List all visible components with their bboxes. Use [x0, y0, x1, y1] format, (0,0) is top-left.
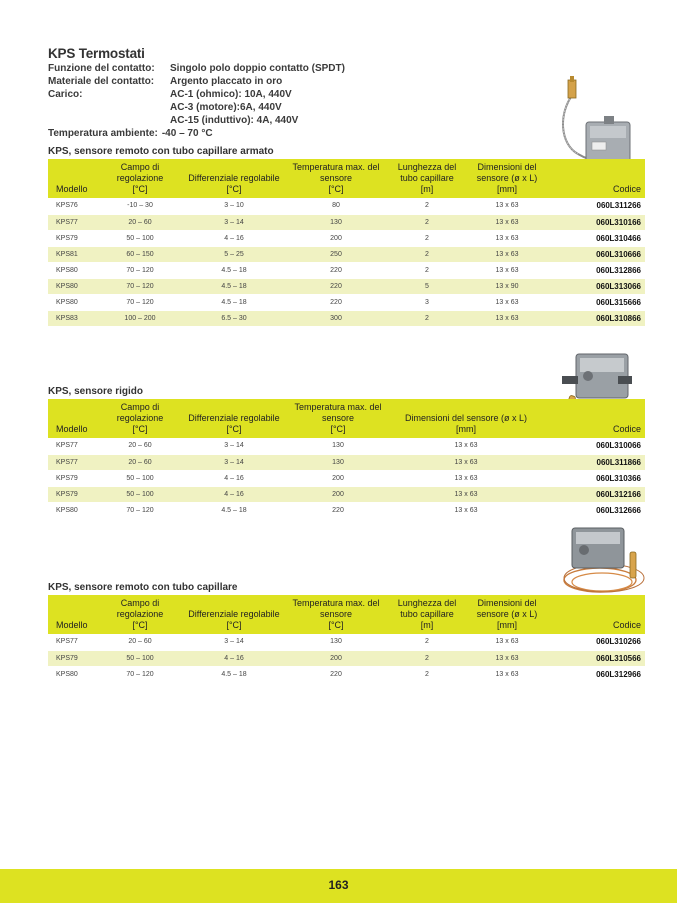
code-cell: 060L310066 [542, 438, 645, 454]
table-rigid-sensor [48, 399, 645, 519]
table-cell: KPS77 [48, 214, 98, 230]
table-cell: -10 – 30 [98, 198, 182, 214]
table-cell: 130 [286, 438, 390, 454]
table-row [48, 470, 645, 486]
table-cell: 70 – 120 [98, 666, 182, 682]
table-cell: 50 – 100 [98, 650, 182, 666]
code-cell: 060L310666 [546, 246, 645, 262]
table-cell: 13 x 63 [390, 438, 542, 454]
table-cell: 300 [286, 310, 386, 326]
table-row [48, 214, 645, 230]
page-number: 163 [328, 878, 349, 892]
table-row [48, 666, 645, 682]
table-cell: 220 [286, 666, 386, 682]
table-cell: 13 x 63 [390, 486, 542, 502]
table-cell: 70 – 120 [98, 502, 182, 518]
table-cell: 100 – 200 [98, 310, 182, 326]
code-cell: 060L310166 [546, 214, 645, 230]
table-cell: 5 – 25 [182, 246, 286, 262]
table-cell: 13 x 90 [468, 278, 546, 294]
thermostat-capillary-image [560, 522, 650, 598]
table-cell: 13 x 63 [390, 470, 542, 486]
table-cell: KPS79 [48, 650, 98, 666]
table-cell: KPS79 [48, 230, 98, 246]
code-cell: 060L310366 [542, 470, 645, 486]
table-cell: 3 – 14 [182, 214, 286, 230]
table-cell: 13 x 63 [468, 294, 546, 310]
table-row [48, 650, 645, 666]
table-cell: 13 x 63 [468, 634, 546, 650]
column-header: Temperatura max. del sensore [°C] [286, 159, 386, 198]
table-cell: 5 [386, 278, 468, 294]
table-cell: 2 [386, 634, 468, 650]
table-cell: 4 – 16 [182, 486, 286, 502]
spec-row [48, 127, 213, 140]
table-cell: KPS80 [48, 294, 98, 310]
table-cell: 20 – 60 [98, 634, 182, 650]
table-row [48, 634, 645, 650]
column-header: Modello [48, 595, 98, 634]
table-cell: 3 – 10 [182, 198, 286, 214]
spec-row [48, 62, 345, 75]
table-cell: 70 – 120 [98, 262, 182, 278]
page-title: KPS Termostati [48, 46, 145, 61]
table-row [48, 278, 645, 294]
table-cell: 13 x 63 [468, 262, 546, 278]
table-cell: 2 [386, 230, 468, 246]
table-cell: KPS80 [48, 278, 98, 294]
spec-row [48, 75, 282, 88]
table-cell: 4.5 – 18 [182, 294, 286, 310]
code-cell: 060L310566 [546, 650, 645, 666]
spec-label: Materiale del contatto: [48, 76, 155, 87]
table-cell: 70 – 120 [98, 278, 182, 294]
code-cell: 060L311266 [546, 198, 645, 214]
column-header: Campo di regolazione [°C] [98, 595, 182, 634]
table-cell: 13 x 63 [468, 230, 546, 246]
spec-row [48, 114, 298, 127]
table-cell: KPS77 [48, 438, 98, 454]
spec-label: Funzione del contatto: [48, 63, 155, 74]
table-cell: 50 – 100 [98, 486, 182, 502]
code-cell: 060L312166 [542, 486, 645, 502]
column-header: Dimensioni del sensore (ø x L) [mm] [468, 159, 546, 198]
table-cell: KPS77 [48, 634, 98, 650]
table-cell: 4 – 16 [182, 470, 286, 486]
table-cell: KPS79 [48, 470, 98, 486]
table-cell: 2 [386, 246, 468, 262]
section-title-rigid-sensor: KPS, sensore rigido [48, 386, 144, 397]
code-cell: 060L310266 [546, 634, 645, 650]
table-cell: 80 [286, 198, 386, 214]
table-cell: 4.5 – 18 [182, 278, 286, 294]
table-cell: 4 – 16 [182, 650, 286, 666]
table-cell: 20 – 60 [98, 214, 182, 230]
table-cell: 200 [286, 650, 386, 666]
table-cell: 220 [286, 502, 390, 518]
table-cell: 2 [386, 310, 468, 326]
code-cell: 060L312666 [542, 502, 645, 518]
table-cell: 3 – 14 [182, 454, 286, 470]
table-cell: 2 [386, 650, 468, 666]
table-cell: KPS80 [48, 666, 98, 682]
column-header: Campo di regolazione [°C] [98, 159, 182, 198]
spec-value: Argento placcato in oro [170, 76, 283, 87]
table-row [48, 454, 645, 470]
code-cell: 060L312966 [546, 666, 645, 682]
table-row [48, 310, 645, 326]
table-capillary [48, 595, 645, 683]
column-header: Differenziale regolabile [°C] [182, 595, 286, 634]
table-cell: 3 – 14 [182, 438, 286, 454]
table-cell: 13 x 63 [390, 454, 542, 470]
column-header: Modello [48, 399, 98, 438]
table-cell: 130 [286, 214, 386, 230]
code-cell: 060L311866 [542, 454, 645, 470]
column-header: Dimensioni del sensore (ø x L) [mm] [468, 595, 546, 634]
table-cell: KPS80 [48, 502, 98, 518]
table-cell: 4.5 – 18 [182, 262, 286, 278]
column-header: Differenziale regolabile [°C] [182, 159, 286, 198]
column-header: Codice [546, 159, 645, 198]
spec-label: Carico: [48, 89, 83, 100]
column-header: Differenziale regolabile [°C] [182, 399, 286, 438]
table-row [48, 294, 645, 310]
table-cell: 2 [386, 262, 468, 278]
code-cell: 060L310866 [546, 310, 645, 326]
table-cell: 220 [286, 278, 386, 294]
column-header: Dimensioni del sensore (ø x L) [mm] [390, 399, 542, 438]
table-cell: 250 [286, 246, 386, 262]
table-cell: 6.5 – 30 [182, 310, 286, 326]
table-cell: KPS83 [48, 310, 98, 326]
table-cell: 3 [386, 294, 468, 310]
table-row [48, 246, 645, 262]
table-cell: 13 x 63 [468, 666, 546, 682]
table-row [48, 486, 645, 502]
table-row [48, 230, 645, 246]
column-header: Codice [542, 399, 645, 438]
table-cell: 130 [286, 634, 386, 650]
spec-row [48, 101, 282, 114]
table-cell: 70 – 120 [98, 294, 182, 310]
spec-label: Temperatura ambiente: [48, 128, 158, 139]
column-header: Campo di regolazione [°C] [98, 399, 182, 438]
spec-row [48, 88, 292, 101]
table-cell: 200 [286, 470, 390, 486]
spec-value: -40 – 70 °C [161, 128, 213, 139]
table-cell: KPS81 [48, 246, 98, 262]
table-cell: 20 – 60 [98, 438, 182, 454]
table-cell: 13 x 63 [468, 198, 546, 214]
table-cell: 20 – 60 [98, 454, 182, 470]
column-header: Modello [48, 159, 98, 198]
code-cell: 060L315666 [546, 294, 645, 310]
table-cell: KPS80 [48, 262, 98, 278]
table-cell: 50 – 100 [98, 470, 182, 486]
spec-value: AC-1 (ohmico): 10A, 440V [170, 89, 292, 100]
table-cell: KPS76 [48, 198, 98, 214]
spec-value: AC-3 (motore):6A, 440V [170, 102, 282, 113]
table-row [48, 262, 645, 278]
spec-value: Singolo polo doppio contatto (SPDT) [170, 63, 345, 74]
table-cell: 2 [386, 198, 468, 214]
table-armored-capillary [48, 159, 645, 327]
table-row [48, 198, 645, 214]
spec-value: AC-15 (induttivo): 4A, 440V [170, 115, 299, 126]
section-title-armored-capillary: KPS, sensore remoto con tubo capillare armato [48, 146, 274, 157]
table-cell: KPS77 [48, 454, 98, 470]
table-cell: 13 x 63 [390, 502, 542, 518]
code-cell: 060L310466 [546, 230, 645, 246]
table-cell: 2 [386, 666, 468, 682]
column-header: Temperatura max. del sensore [°C] [286, 595, 386, 634]
column-header: Lunghezza del tubo capillare [m] [386, 159, 468, 198]
table-cell: 220 [286, 294, 386, 310]
table-cell: 4.5 – 18 [182, 502, 286, 518]
table-cell: 130 [286, 454, 390, 470]
table-row [48, 502, 645, 518]
section-title-capillary: KPS, sensore remoto con tubo capillare [48, 582, 238, 593]
column-header: Codice [546, 595, 645, 634]
table-cell: 50 – 100 [98, 230, 182, 246]
table-cell: 3 – 14 [182, 634, 286, 650]
column-header: Temperatura max. del sensore [°C] [286, 399, 390, 438]
table-cell: 60 – 150 [98, 246, 182, 262]
table-row [48, 438, 645, 454]
table-cell: KPS79 [48, 486, 98, 502]
table-cell: 200 [286, 230, 386, 246]
table-cell: 4 – 16 [182, 230, 286, 246]
table-cell: 4.5 – 18 [182, 666, 286, 682]
table-cell: 13 x 63 [468, 214, 546, 230]
column-header: Lunghezza del tubo capillare [m] [386, 595, 468, 634]
table-cell: 220 [286, 262, 386, 278]
table-cell: 200 [286, 486, 390, 502]
table-cell: 13 x 63 [468, 246, 546, 262]
table-cell: 13 x 63 [468, 650, 546, 666]
table-cell: 13 x 63 [468, 310, 546, 326]
code-cell: 060L313066 [546, 278, 645, 294]
table-cell: 2 [386, 214, 468, 230]
code-cell: 060L312866 [546, 262, 645, 278]
